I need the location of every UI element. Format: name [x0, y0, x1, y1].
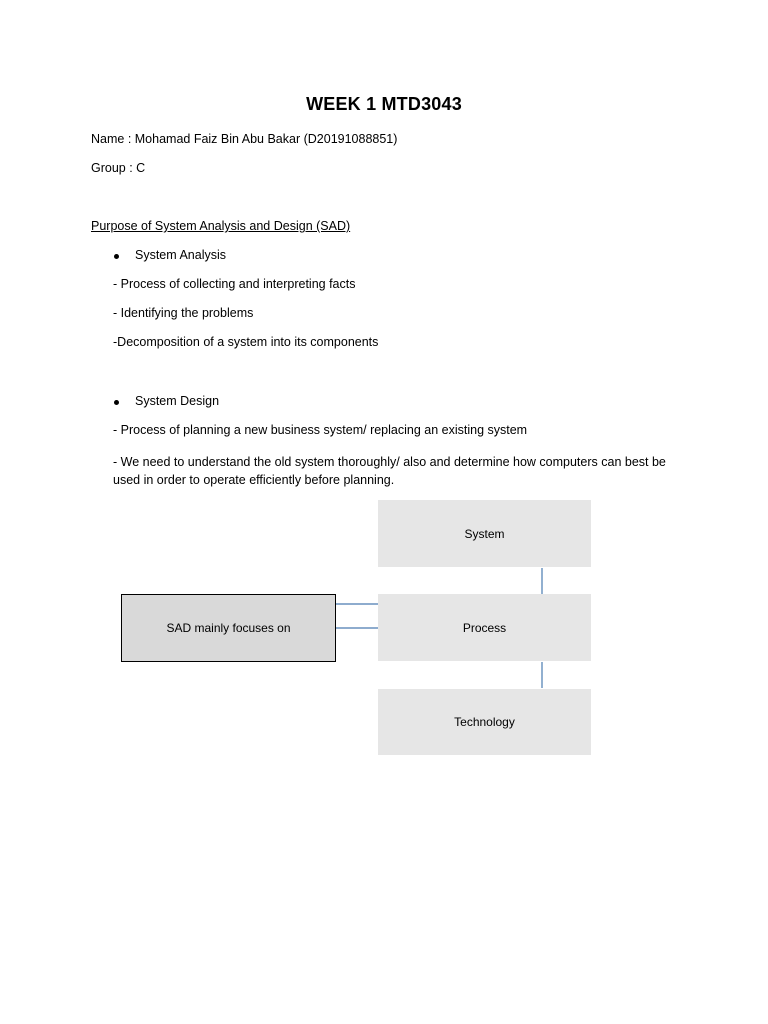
bullet-system-analysis: System Analysis — [135, 248, 227, 262]
sad-focus-box: SAD mainly focuses on — [121, 594, 336, 662]
diagram-box-system: System — [378, 500, 591, 567]
page-title: WEEK 1 MTD3043 — [306, 94, 462, 114]
section-heading: Purpose of System Analysis and Design (SAD) — [91, 219, 351, 233]
diagram-box-technology: Technology — [378, 689, 591, 755]
group-label: Group : C — [91, 161, 146, 175]
design-point: - Process of planning a new business system/ replacing an existing system — [113, 423, 528, 437]
analysis-point: - Process of collecting and interpreting facts — [113, 277, 356, 291]
analysis-point: - Identifying the problems — [113, 306, 254, 320]
design-point: - We need to understand the old system thoroughly/ also and determine how computers can best be used in order to operate efficiently before planning. — [113, 455, 666, 487]
analysis-point: -Decomposition of a system into its components — [113, 335, 379, 349]
diagram-box-process: Process — [378, 594, 591, 661]
bullet-system-design: System Design — [135, 394, 220, 408]
student-name: Name : Mohamad Faiz Bin Abu Bakar (D20191088851) — [91, 132, 398, 146]
